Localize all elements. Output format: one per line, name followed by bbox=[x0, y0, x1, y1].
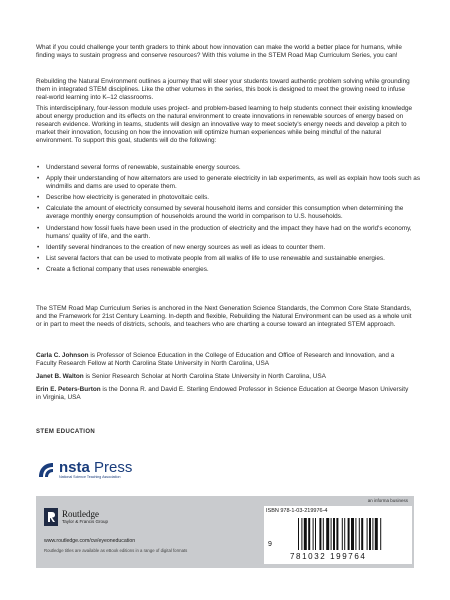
objectives-list bbox=[36, 164, 424, 277]
ebook-note: Routledge titles are available as eBook editions in a range of digital formats bbox=[44, 548, 188, 553]
author-name: Carla C. Johnson bbox=[36, 352, 89, 359]
list-item: • List several factors that can be used to motivate people from all walks of life to use renewable and sustainable energies. bbox=[46, 255, 424, 263]
publisher-band bbox=[36, 496, 414, 568]
list-item: • Apply their understanding of how alternators are used to generate electricity in lab experiments, as well as explain how tools such as windmills and dams are used to operate them. bbox=[46, 175, 424, 191]
list-item: • Understand how fossil fuels have been used in the production of electricity and the impact they have had on the world's economy, humans' quality of life, and the earth. bbox=[46, 225, 424, 241]
author-bio: Erin E. Peters-Burton is the Donna R. and David E. Sterling Endowed Professor in Science Education at George Mason University in Virginia, USA bbox=[36, 386, 409, 402]
author-name: Erin E. Peters-Burton bbox=[36, 386, 101, 394]
author-name: Janet B. Walton bbox=[36, 373, 84, 381]
summary-paragraph: Rebuilding the Natural Environment outlines a journey that will steer your students toward authentic problem solving while grounding them in integrated STEM disciplines. Like the other volumes in the series, this book is designed to meet the growing need to infuse real-world learning into K–12 classrooms. bbox=[36, 78, 410, 102]
informa-label: an informa business bbox=[367, 498, 408, 503]
list-item: • Describe how electricity is generated in photovoltaic cells. bbox=[46, 194, 424, 202]
nsta-mark-icon bbox=[36, 460, 56, 480]
list-item: • Create a fictional company that uses renewable energies. bbox=[46, 266, 424, 274]
publisher-website: www.routledge.com/cw/eyeoneducation bbox=[44, 538, 136, 544]
series-paragraph: The STEM Road Map Curriculum Series is anchored in the Next Generation Science Standards, the Common Core State Standards, and the Framework for 21st Century Learning. In-depth and flexible, Rebuilding the Natural Environment can be used as a whole unit or in part to meet the needs of districts, schools, and teachers who are charting a course toward an integrated STEM approach. bbox=[36, 305, 412, 329]
intro-paragraph: What if you could challenge your tenth graders to think about how innovation can make the world a better place for humans, while finding ways to sustain progress and conserve resources? With this volume in the STEM Road Map Curriculum Series, you can! bbox=[36, 44, 402, 60]
list-item: • Understand several forms of renewable, sustainable energy sources. bbox=[46, 164, 424, 172]
author-bios bbox=[36, 352, 414, 407]
author-bio: Janet B. Walton is Senior Research Scholar at North Carolina State University in North Carolina, USA bbox=[36, 373, 326, 381]
list-item: • Identify several hindrances to the creation of new energy sources as well as ideas to counter them. bbox=[46, 244, 424, 252]
list-item: • Calculate the amount of electricity consumed by several household items and consider this consumption when determining the average monthly energy consumption of households around the world in comparison to U.S. households. bbox=[46, 205, 424, 221]
routledge-logo: Routledge Taylor & Francis Group bbox=[44, 508, 108, 526]
isbn-barcode: ISBN 978-1-03-219976-4 9 781032 199764 bbox=[264, 506, 412, 564]
category-label: STEM EDUCATION bbox=[36, 429, 96, 435]
routledge-mark-icon bbox=[44, 508, 58, 526]
barcode-bars bbox=[298, 518, 408, 552]
module-paragraph: This interdisciplinary, four-lesson module uses project- and problem-based learning to help students connect their existing knowledge about energy production and its effects on the natural environment to create innovations in renewable sources of energy based on research evidence. Working in teams, students will design an innovative way to meet society's energy needs and develop a pitch to market their innovation, focusing on how the innovation will optimize human experiences while being mindful of the natural environment. To support this goal, students will do the following: bbox=[36, 105, 413, 145]
author-bio: Carla C. Johnson is Professor of Science Education in the College of Education and Office of Research and Innovation, and a Faculty Research Fellow at North Carolina State University in North Carolina, USA bbox=[36, 352, 395, 368]
nsta-press-logo: nsta Press National Science Teaching Association bbox=[36, 460, 132, 480]
